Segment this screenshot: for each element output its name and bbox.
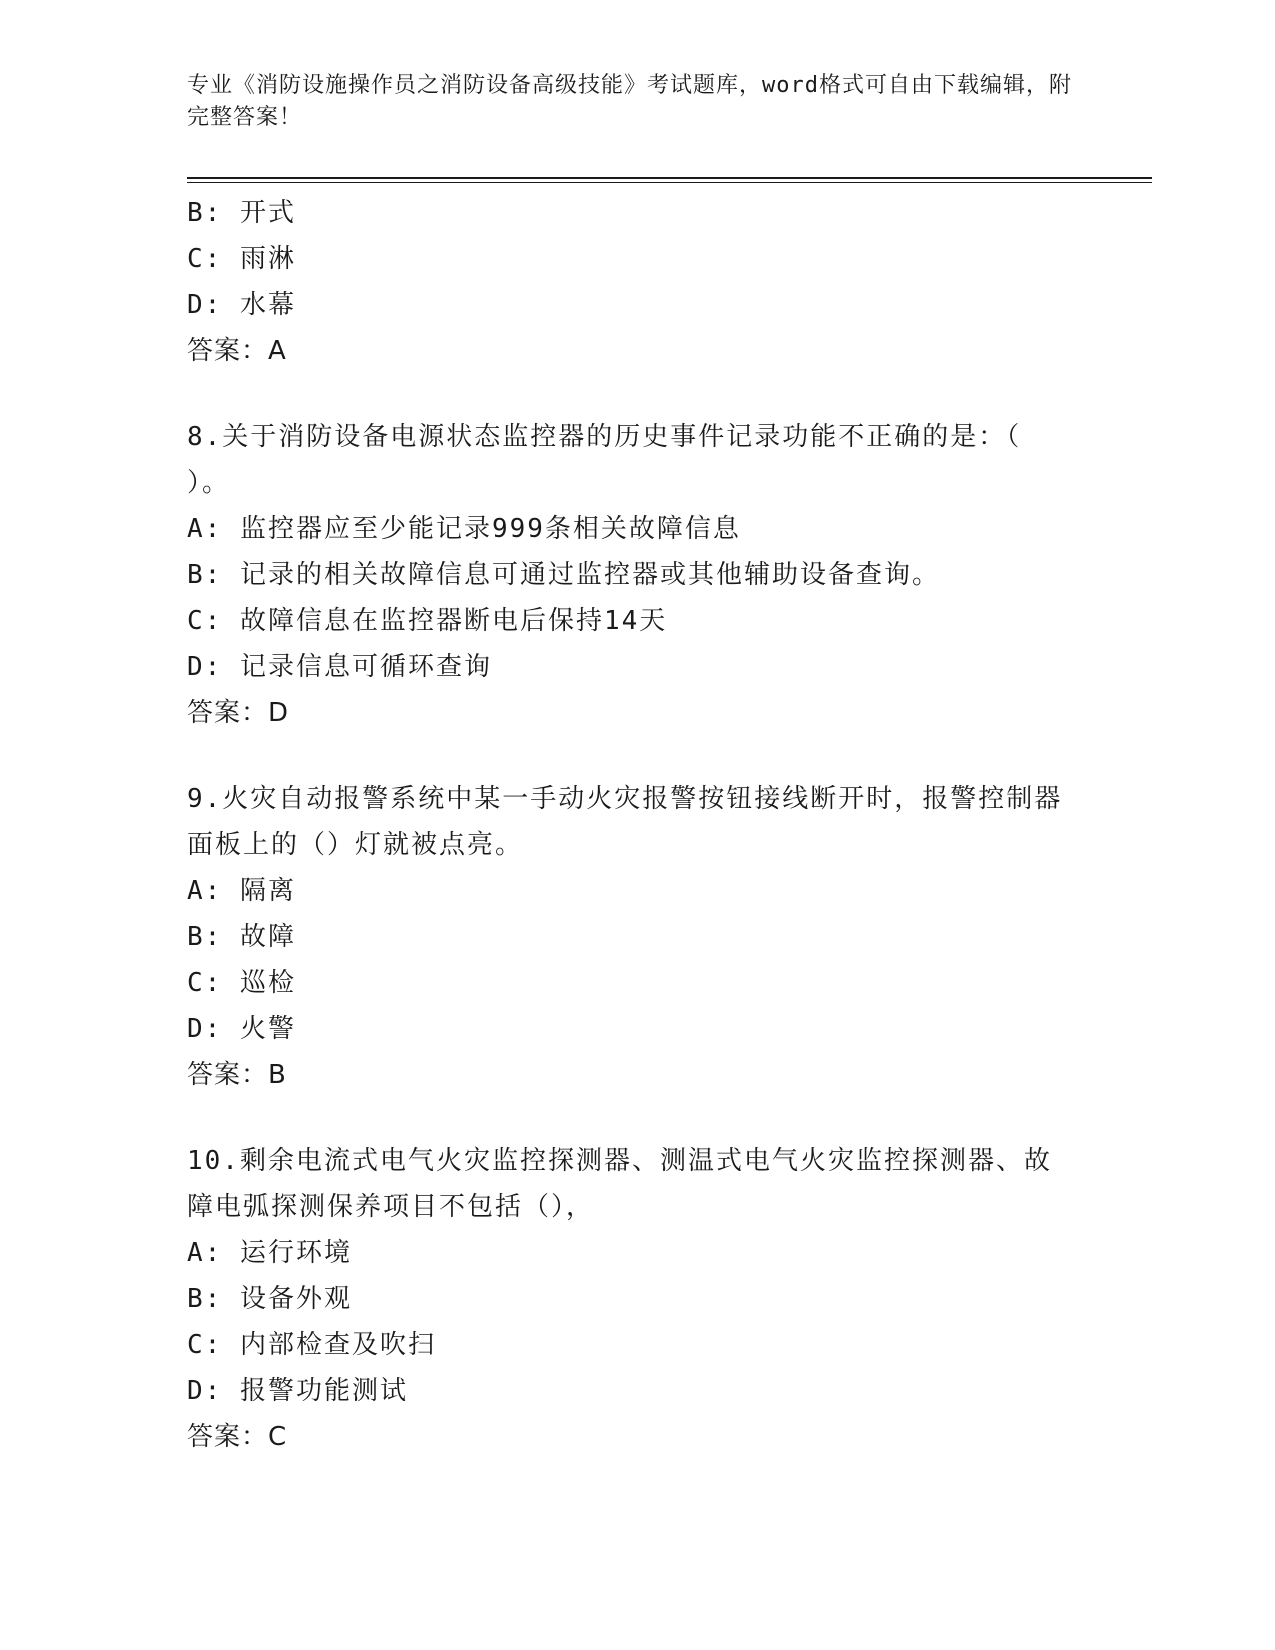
- question-text: 8.关于消防设备电源状态监控器的历史事件记录功能不正确的是：（ ）。: [187, 422, 1022, 498]
- option: C: 内部检查及吹扫: [187, 1330, 436, 1360]
- option: D: 记录信息可循环查询: [187, 652, 492, 682]
- option: B: 设备外观: [187, 1284, 352, 1314]
- question-block-9: [187, 776, 1087, 1098]
- option: B: 记录的相关故障信息可通过监控器或其他辅助设备查询。: [187, 560, 940, 590]
- option: B: 开式: [187, 198, 296, 228]
- option: A: 监控器应至少能记录999条相关故障信息: [187, 514, 741, 544]
- question-block-10: [187, 1138, 1087, 1460]
- option: D: 水幕: [187, 290, 296, 320]
- question-block-8: [187, 414, 1087, 736]
- question-block-7: [187, 190, 1087, 374]
- option: A: 隔离: [187, 876, 296, 906]
- header-divider-thin: [187, 182, 1152, 183]
- question-text: 9.火灾自动报警系统中某一手动火灾报警按钮接线断开时，报警控制器面板上的（）灯就被点亮。: [187, 784, 1063, 860]
- option: D: 报警功能测试: [187, 1376, 408, 1406]
- option: B: 故障: [187, 922, 296, 952]
- option: A: 运行环境: [187, 1238, 352, 1268]
- answer-line: 答案：D: [187, 698, 290, 728]
- answer-line: 答案：B: [187, 1060, 287, 1090]
- page-header: 专业《消防设施操作员之消防设备高级技能》考试题库，word格式可自由下载编辑，附完整答案！: [187, 73, 1072, 130]
- answer-line: 答案：C: [187, 1422, 288, 1452]
- header-divider: [187, 177, 1152, 179]
- question-list: [187, 190, 1087, 1460]
- question-text: 10.剩余电流式电气火灾监控探测器、测温式电气火灾监控探测器、故障电弧探测保养项目不包括（），: [187, 1146, 1052, 1222]
- option: D: 火警: [187, 1014, 296, 1044]
- option: C: 巡检: [187, 968, 296, 998]
- option: C: 雨淋: [187, 244, 296, 274]
- answer-line: 答案：A: [187, 336, 287, 366]
- option: C: 故障信息在监控器断电后保持14天: [187, 606, 668, 636]
